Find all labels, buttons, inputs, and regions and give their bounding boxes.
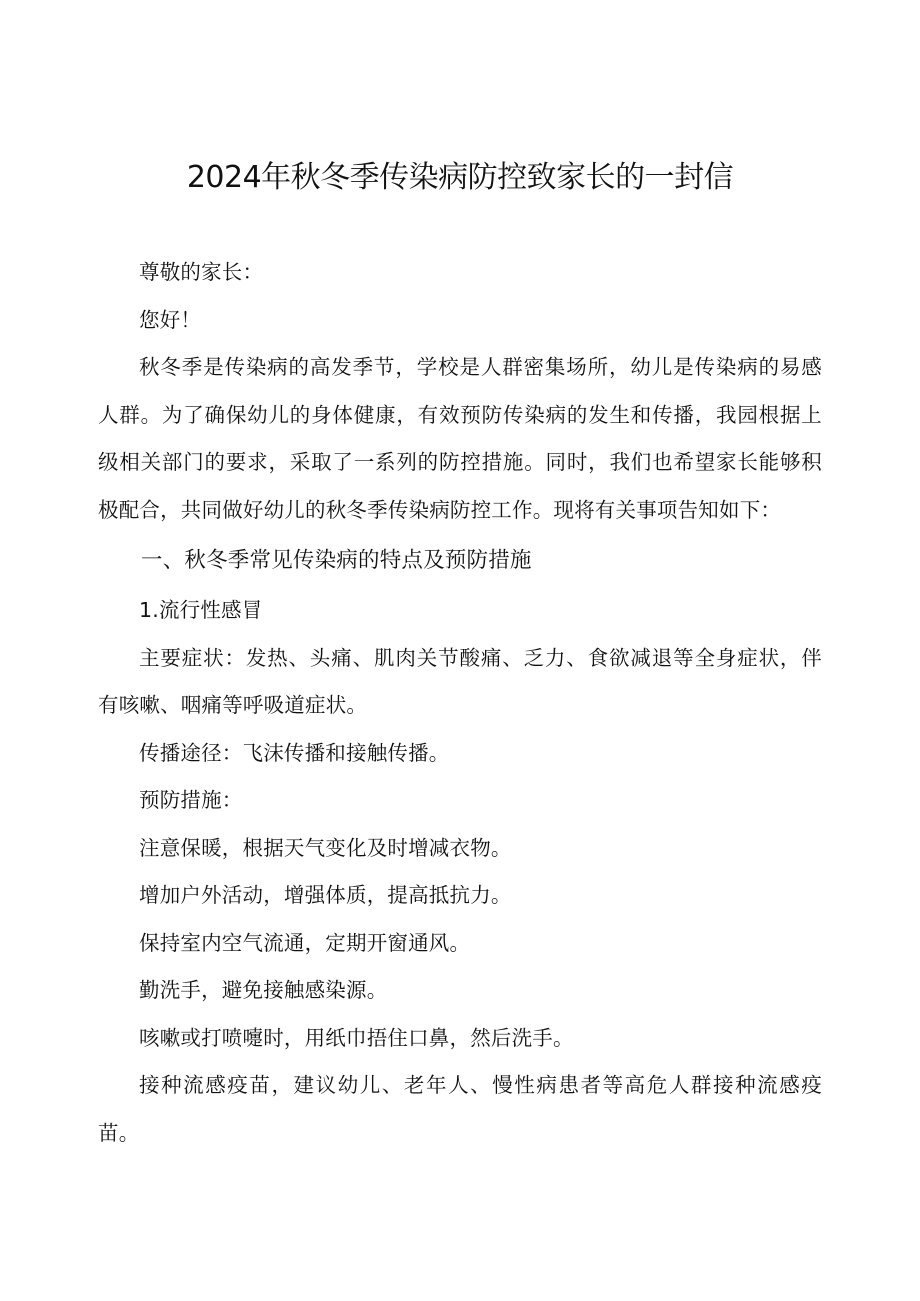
prevention-measure: 增加户外活动，增强体质，提高抵抗力。 bbox=[139, 883, 512, 907]
subsection-heading: 1.流行性感冒 bbox=[139, 598, 263, 622]
prevention-measure: 注意保暖，根据天气变化及时增减衣物。 bbox=[139, 835, 512, 860]
prevention-measure: 接种流感疫苗，建议幼儿、老年人、慢性病患者等高危人群接种流感疫苗。 bbox=[98, 1073, 822, 1145]
salutation: 尊敬的家长： bbox=[139, 260, 264, 284]
symptoms-paragraph: 主要症状：发热、头痛、肌肉关节酸痛、乏力、食欲减退等全身症状，伴有咳嗽、咽痛等呼吸道症状。 bbox=[98, 645, 822, 717]
prevention-measure: 保持室内空气流通，定期开窗通风。 bbox=[139, 930, 471, 955]
greeting: 您好！ bbox=[139, 307, 202, 332]
section-heading: 一、秋冬季常见传染病的特点及预防措施 bbox=[141, 548, 532, 573]
prevention-measure: 勤洗手，避免接触感染源。 bbox=[139, 978, 388, 1002]
prevention-measure: 咳嗽或打喷嚏时，用纸巾捂住口鼻，然后洗手。 bbox=[139, 1025, 574, 1050]
document-body bbox=[98, 249, 822, 1157]
transmission-paragraph: 传播途径：飞沫传播和接触传播。 bbox=[139, 740, 450, 765]
prevention-label: 预防措施： bbox=[139, 788, 243, 812]
document-title: 2024年秋冬季传染病防控致家长的一封信 bbox=[186, 160, 734, 195]
intro-paragraph: 秋冬季是传染病的高发季节，学校是人群密集场所，幼儿是传染病的易感人群。为了确保幼儿的身体健康，有效预防传染病的发生和传播，我园根据上级相关部门的要求，采取了一系列的防控措施。同时，我们也希望家长能够积极配合，共同做好幼儿的秋冬季传染病防控工作。现将有关事项告知如下： bbox=[98, 355, 822, 522]
